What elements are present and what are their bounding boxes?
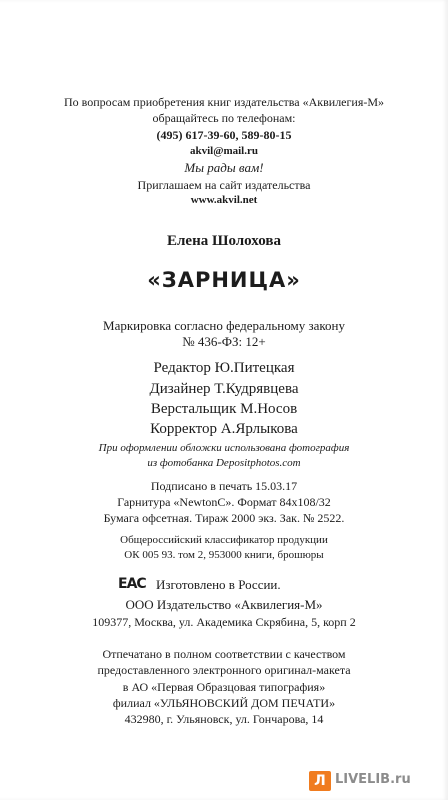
book-title: «ЗАРНИЦА»: [147, 268, 301, 292]
contacts-line-2: обращайтесь по телефонам:: [152, 111, 296, 125]
book-author: Елена Шолохова: [167, 233, 281, 249]
contacts-line-1: По вопросам приобретения книг издательства «Аквилегия-М»: [63, 95, 385, 109]
staff-layout: Верстальщик М.Носов: [150, 401, 298, 417]
print-signed-date: Подписано в печать 15.03.17: [150, 479, 298, 493]
made-in-russia: Изготовлено в России.: [156, 577, 281, 592]
livelib-logo-letter: Л: [314, 773, 326, 789]
printer-line-2: предоставленного электронного оригинал-макета: [97, 663, 351, 677]
print-typeface-format: Гарнитура «NewtonC». Формат 84x108/32: [117, 495, 331, 509]
staff-editor: Редактор Ю.Питецкая: [153, 360, 295, 376]
printer-line-1: Отпечатано в полном соответствии с качеством: [102, 647, 346, 661]
cover-note-line-1: При оформлении обложки использована фотография: [98, 442, 350, 454]
publisher-address: 109377, Москва, ул. Академика Скрябина, 5, корп 2: [92, 615, 356, 629]
livelib-watermark-text: LIVELIB.ru: [335, 772, 411, 787]
contacts-website: www.akvil.net: [190, 194, 258, 206]
contacts-email: akvil@mail.ru: [190, 145, 258, 157]
printer-line-3: в АО «Первая Образцовая типография»: [122, 680, 326, 694]
classifier-line-1: Общероссийский классификатор продукции: [120, 534, 328, 546]
contacts-welcome: Мы рады вам!: [184, 160, 264, 175]
staff-proofreader: Корректор А.Ярлыкова: [150, 421, 298, 437]
print-paper-run: Бумага офсетная. Тираж 2000 экз. Зак. № 2522.: [103, 511, 345, 525]
classifier-line-2: ОК 005 93. том 2, 953000 книги, брошюры: [124, 549, 324, 561]
livelib-logo-icon: [309, 771, 331, 791]
age-marking-line-2: № 436-ФЗ: 12+: [182, 334, 266, 349]
printer-line-5: 432980, г. Ульяновск, ул. Гончарова, 14: [124, 712, 324, 726]
staff-designer: Дизайнер Т.Кудрявцева: [149, 381, 299, 397]
contacts-invite: Приглашаем на сайт издательства: [137, 178, 311, 192]
contacts-phones: (495) 617-39-60, 589-80-15: [156, 128, 292, 142]
age-marking-line-1: Маркировка согласно федеральному закону: [103, 318, 345, 333]
cover-note-line-2: из фотобанка Depositphotos.com: [147, 457, 301, 469]
eac-mark-icon: EAC: [118, 576, 146, 592]
publisher-name: ООО Издательство «Аквилегия-М»: [125, 597, 323, 612]
printer-line-4: филиал «УЛЬЯНОВСКИЙ ДОМ ПЕЧАТИ»: [112, 696, 336, 710]
